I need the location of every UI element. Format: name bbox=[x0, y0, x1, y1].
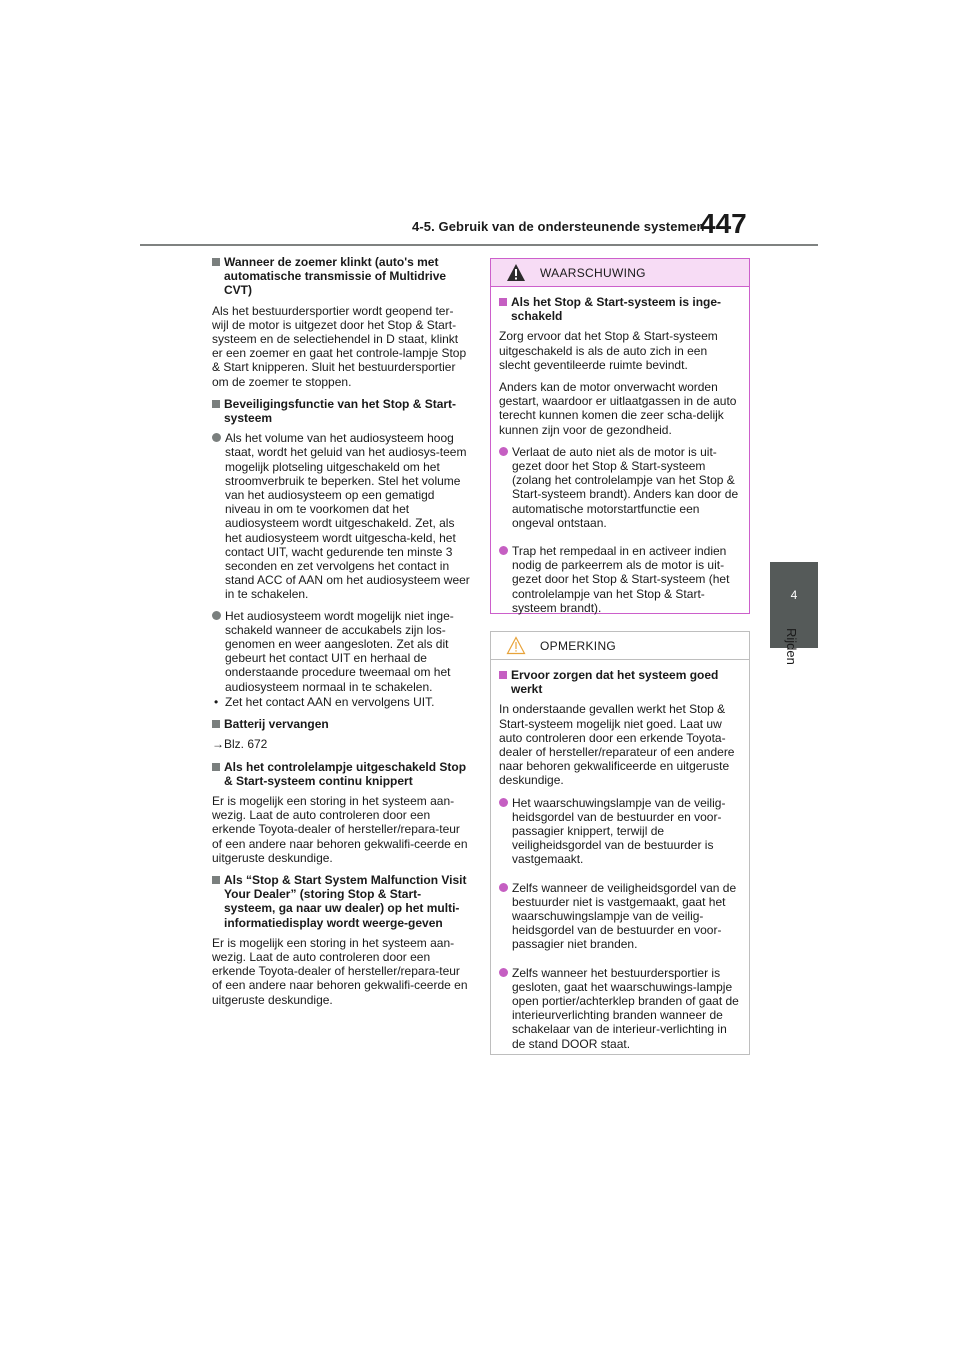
section-heading: Als “Stop & Start System Malfunction Visit Your Dealer” (storing Stop & Start-systeem, ga naar uw dealer) op het multi-informatiedisplay wordt weerge-geven bbox=[212, 873, 470, 930]
section-title: 4-5. Gebruik van de ondersteunende systemen bbox=[412, 219, 705, 234]
square-marker-icon bbox=[212, 720, 220, 728]
square-marker-icon bbox=[212, 876, 220, 884]
chapter-label: Rijden bbox=[784, 628, 799, 665]
bullet-dot-icon bbox=[499, 968, 508, 977]
warning-title: WAARSCHUWING bbox=[540, 266, 646, 280]
section-heading: Wanneer de zoemer klinkt (auto's met automatische transmissie of Multidrive CVT) bbox=[212, 255, 470, 298]
bullet-dot-icon bbox=[499, 447, 508, 456]
bullet-dot-icon bbox=[499, 546, 508, 555]
paragraph: Er is mogelijk een storing in het systeem aan-wezig. Laat de auto controleren door een erkende Toyota-dealer of hersteller/repara-teur of een andere naar behoren gekwalifi-ceerde en uitgeruste deskundige. bbox=[212, 935, 468, 1007]
note-heading: Ervoor zorgen dat het systeem goed werkt bbox=[499, 668, 741, 696]
paragraph: Zorg ervoor dat het Stop & Start-systeem uitgeschakeld is als de auto zich in een slecht geventileerde ruimte bevindt. bbox=[499, 329, 718, 372]
paragraph: In onderstaande gevallen werkt het Stop & Start-systeem mogelijk niet goed. Laat uw auto controleren door een erkende Toyota-dealer of hersteller/reparateur of een andere naar behoren gekwalificeerde en uitgeruste deskundige. bbox=[499, 702, 735, 788]
bullet-item: Het waarschuwingslampje van de veilig-heidsgordel van de bestuurder en voor-passagier knippert, terwijl de veiligheidsgordel van de bestuurder is vastgemaakt. bbox=[499, 796, 741, 867]
bullet-item: Verlaat de auto niet als de motor is uit-gezet door het Stop & Start-systeem (zolang het controlelampje van het Stop & Start-systeem brandt). Anders kan door de automatische motorstartfunctie een ongeval ontstaan. bbox=[499, 445, 741, 530]
page-reference-link[interactable]: →Blz. 672 bbox=[212, 737, 268, 752]
warning-box bbox=[490, 258, 750, 614]
paragraph: Er is mogelijk een storing in het systeem aan-wezig. Laat de auto controleren door een erkende Toyota-dealer of hersteller/repara-teur of een andere naar behoren gekwalifi-ceerde en uitgeruste deskundige. bbox=[212, 793, 468, 865]
header-rule bbox=[140, 244, 818, 246]
sub-bullet-item: • Zet het contact AAN en vervolgens UIT. bbox=[214, 694, 435, 709]
page-number: 447 bbox=[700, 208, 747, 239]
square-marker-icon bbox=[499, 671, 507, 679]
section-heading: Als het controlelampje uitgeschakeld Stop & Start-systeem continu knippert bbox=[212, 760, 470, 788]
bullet-dot-icon bbox=[499, 883, 508, 892]
warning-heading: Als het Stop & Start-systeem is inge-schakeld bbox=[499, 295, 741, 323]
bullet-dot-icon bbox=[212, 611, 221, 620]
note-body bbox=[491, 660, 749, 1051]
bullet-item: Trap het rempedaal in en activeer indien nodig de parkeerrem als de motor is uit-gezet door het Stop & Start-systeem (het controlelampje van het Stop & Start-systeem brandt). bbox=[499, 544, 741, 615]
bullet-item: Zelfs wanneer de veiligheidsgordel van de bestuurder niet is vastgemaakt, gaat het waarschuwingslampje van de veilig-heidsgordel van de bestuurder en voor-passagier niet branden. bbox=[499, 881, 741, 952]
bullet-dot-icon bbox=[212, 433, 221, 442]
chapter-number: 4 bbox=[790, 588, 798, 602]
note-title: OPMERKING bbox=[540, 639, 617, 653]
left-column bbox=[212, 255, 470, 1015]
square-marker-icon bbox=[212, 763, 220, 771]
caution-triangle-icon bbox=[506, 636, 526, 655]
note-box bbox=[490, 631, 750, 1055]
warning-triangle-icon bbox=[506, 263, 526, 282]
square-marker-icon bbox=[499, 298, 507, 306]
paragraph: Anders kan de motor onverwacht worden gestart, waardoor er uitlaatgassen in de auto terecht kunnen komen die zeer scha-delijk kunnen zijn voor de gezondheid. bbox=[499, 380, 737, 437]
bullet-item: Zelfs wanneer het bestuurdersportier is gesloten, gaat het waarschuwings-lampje open portier/achterklep branden of gaat de interieurverlichting branden wanneer de schakelaar van de interieur-verlichting in de stand DOOR staat. bbox=[499, 966, 741, 1051]
bullet-item: Het audiosysteem wordt mogelijk niet inge-schakeld wanneer de accukabels zijn los-genomen en weer aangesloten. Zet als dit gebeurt het contact UIT en herhaal de onderstaande procedure tweemaal om het audiosysteem normaal in te schakelen. bbox=[212, 609, 470, 694]
bullet-item: Als het volume van het audiosysteem hoog staat, wordt het geluid van het audiosys-teem mogelijk plotseling uitgeschakeld om het stroomverbruik te beperken. Stel het volume van het audiosysteem op een gematigd niveau in om te voorkomen dat het audiosysteem wordt uitgeschakeld. Zet, als het audiosysteem wordt uitgescha-keld, het contact UIT, wacht gedurende ten minste 3 seconden en zet vervolgens het contact in stand ACC of AAN om het audiosysteem weer in te schakelen. bbox=[212, 431, 470, 601]
square-marker-icon bbox=[212, 400, 220, 408]
section-heading: Beveiligingsfunctie van het Stop & Start-systeem bbox=[212, 397, 470, 425]
square-marker-icon bbox=[212, 258, 220, 266]
warning-header bbox=[491, 259, 749, 287]
paragraph: Als het bestuurdersportier wordt geopend ter-wijl de motor is uitgezet door het Stop & Start-systeem en de selectiehendel in D staat, klinkt er een zoemer en gaat het controle-lampje Stop & Start knipperen. Sluit het bestuurdersportier om de zoemer te stoppen. bbox=[212, 303, 467, 389]
arrow-right-icon: → bbox=[212, 737, 224, 752]
section-heading: Batterij vervangen bbox=[212, 717, 470, 731]
bullet-dot-icon bbox=[499, 798, 508, 807]
note-header bbox=[491, 632, 749, 660]
warning-body bbox=[491, 287, 749, 615]
